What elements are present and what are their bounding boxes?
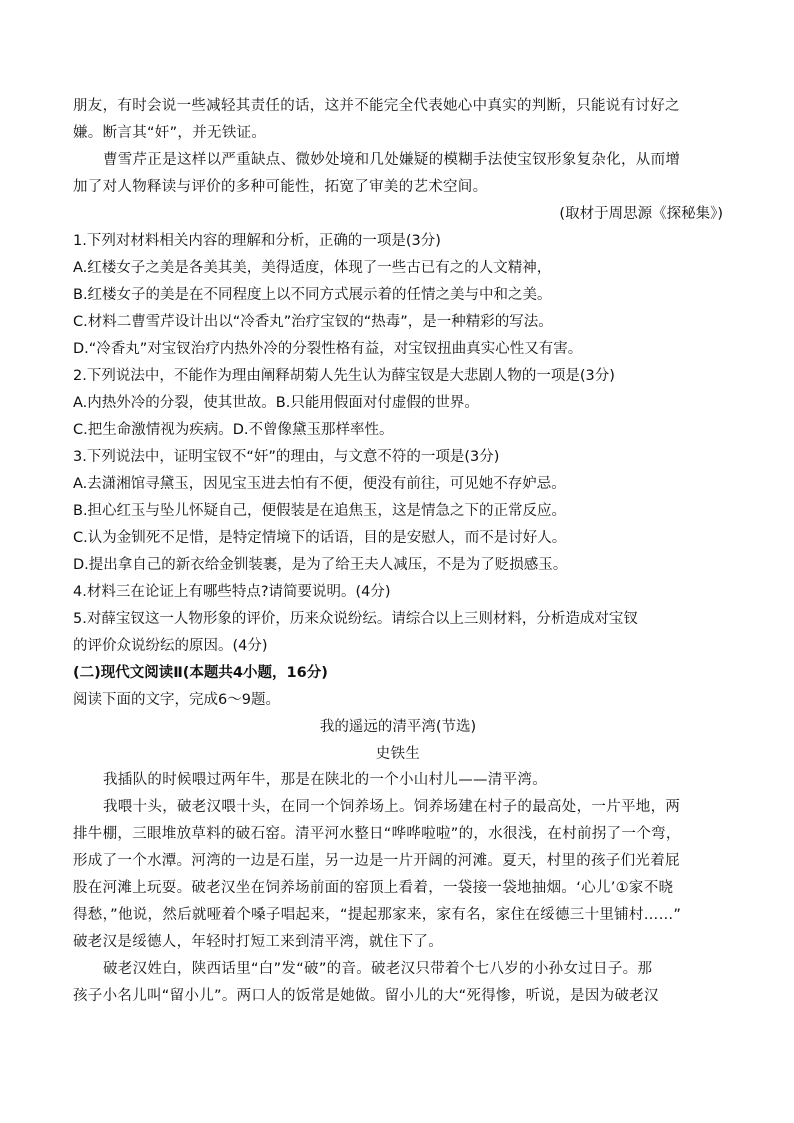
source-citation: (取材于周思源《探秘集》) [559, 206, 723, 222]
passage-line: 曹雪芹正是这样以严重缺点、微妙处境和几处嫌疑的模糊手法使宝钗形象复杂化，从而增 [103, 152, 681, 168]
passage-line: 朋友，有时会说一些减轻其责任的话，这并不能完全代表她心中真实的判断，只能说有讨好之 [73, 98, 680, 114]
question-2-options-ab: A.内热外冷的分裂，使其世故。B.只能用假面对付虚假的世界。 [73, 395, 479, 411]
question-1-stem: 1.下列对材料相关内容的理解和分析，正确的一项是(3分) [73, 233, 441, 249]
article-line: 形成了一个水潭。河湾的一边是石崖，另一边是一片开阔的河滩。夏天，村里的孩子们光着屁 [73, 853, 680, 869]
question-3-stem: 3.下列说法中，证明宝钗不“奸”的理由，与文意不符的一项是(3分) [73, 449, 500, 465]
question-1-option-c: C.材料二曹雪芹设计出以“冷香丸”治疗宝钗的“热毒”，是一种精彩的写法。 [73, 314, 553, 330]
article-line: 我喂十头，破老汉喂十头，在同一个饲养场上。饲养场建在村子的最高处，一片平地，两 [103, 799, 681, 815]
question-4-stem: 4.材料三在论证上有哪些特点?请简要说明。(4分) [73, 584, 391, 600]
article-line: 破老汉是绥德人，年轻时打短工来到清平湾，就住下了。 [73, 934, 443, 950]
passage-line: 嫌。断言其“奸”，并无铁证。 [73, 125, 267, 141]
question-3-option-b: B.担心红玉与坠儿怀疑自己，便假装是在追焦玉，这是情急之下的正常反应。 [73, 503, 567, 519]
question-3-option-c: C.认为金钏死不足惜，是特定情境下的话语，目的是安慰人，而不是讨好人。 [73, 530, 567, 546]
section-heading: (二)现代文阅读Ⅱ(本题共4小题，16分) [73, 665, 328, 681]
question-2-options-cd: C.把生命激情视为疾病。D.不曾像黛玉那样率性。 [73, 422, 394, 438]
article-line: 破老汉姓白，陕西话里“白”发“破”的音。破老汉只带着个七八岁的小孙女过日子。那 [103, 961, 653, 977]
question-3-option-d: D.提出拿自己的新衣给金钏装裹，是为了给王夫人减压，不是为了贬损感玉。 [73, 557, 568, 573]
article-line: 孩子小名儿叫“留小儿”。两口人的饭常是她做。留小儿的大“死得惨，听说，是因为破老汉 [73, 988, 659, 1004]
question-1-option-b: B.红楼女子的美是在不同程度上以不同方式展示着的任情之美与中和之美。 [73, 287, 552, 303]
article-line: 我插队的时候喂过两年牛，那是在陕北的一个小山村儿——清平湾。 [103, 772, 547, 788]
page-content [73, 93, 723, 1010]
article-line: 排牛棚，三眼堆放草料的破石窑。清平河水整日“哗哗啦啦”的，水很浅，在村前拐了一个弯， [73, 826, 681, 842]
article-title: 我的遥远的清平湾(节选) [319, 719, 477, 735]
section-instruction: 阅读下面的文字，完成6～9题。 [73, 692, 280, 708]
article-author: 史铁生 [375, 746, 421, 762]
question-5-stem: 5.对薛宝钗这一人物形象的评价，历来众说纷纭。请综合以上三则材料，分析造成对宝钗 [73, 611, 638, 627]
question-3-option-a: A.去潇湘馆寻黛玉，因见宝玉进去怕有不便，便没有前往，可见她不存妒忌。 [73, 476, 566, 492]
question-2-stem: 2.下列说法中，不能作为理由阐释胡菊人先生认为薛宝钗是大悲剧人物的一项是(3分) [73, 368, 615, 384]
article-line: 股在河滩上玩耍。破老汉坐在饲养场前面的窑顶上看着，一袋接一袋地抽烟。‘心儿’①家不晓 [73, 880, 674, 896]
question-1-option-a: A.红楼女子之美是各美其美，美得适度，体现了一些古已有之的人文精神， [73, 260, 552, 276]
passage-line: 加了对人物释读与评价的多种可能性，拓宽了审美的艺术空间。 [73, 179, 488, 195]
question-5-stem-cont: 的评价众说纷纭的原因。(4分) [73, 638, 268, 654]
question-1-option-d: D.“冷香丸”对宝钗治疗内热外冷的分裂性格有益，对宝钗扭曲真实心性又有害。 [73, 341, 583, 357]
article-line: 得愁，”他说，然后就哑着个嗓子唱起来，“提起那家来，家有名，家住在绥德三十里铺村……” [73, 907, 682, 923]
